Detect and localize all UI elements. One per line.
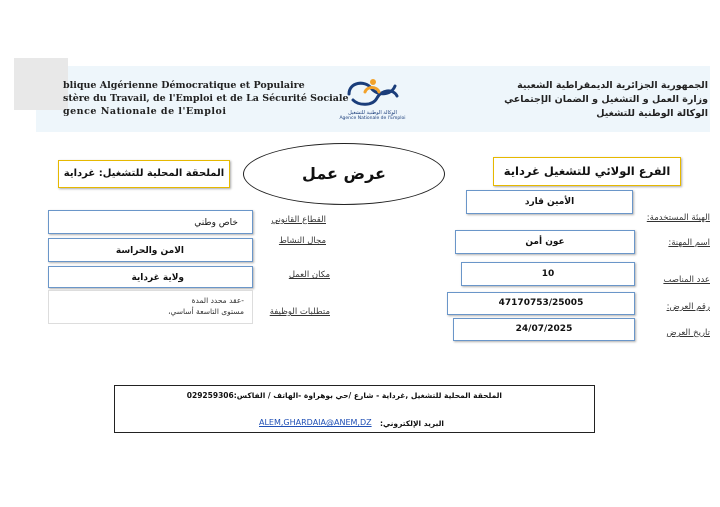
- offer-date-label: تاريخ العرض: [666, 328, 710, 338]
- footer-email-label: البريد الإلكتروني:: [380, 419, 444, 428]
- employer-label: الهيئة المستخدمة:: [646, 213, 710, 223]
- logo-arabic-text: الوكالة الوطنية للتشغيل: [348, 110, 397, 116]
- location-label: مكان العمل: [288, 270, 330, 280]
- logo-french-text: Agence Nationale de l'Emploi: [339, 116, 406, 121]
- branch-box: الفرع الولائي للتشغيل غرداية: [493, 157, 681, 186]
- offer-date-value: 24/07/2025: [453, 318, 635, 341]
- requirements-box: [48, 290, 253, 324]
- positions-label: عدد المناصب: [663, 275, 710, 285]
- page-title: عرض عمل: [243, 143, 445, 205]
- job-value: عون أمن: [455, 230, 635, 254]
- activity-value: الامن والحراسة: [48, 238, 253, 262]
- footer-contact-box: [114, 385, 595, 433]
- employer-value: الأمين قارد: [466, 190, 633, 214]
- sector-label: القطاع القانوني: [271, 215, 326, 225]
- requirements-label: متطلبات الوظيفة: [269, 307, 330, 317]
- header-fr-line-3: gence Nationale de l'Emploi: [63, 106, 227, 117]
- activity-label: مجال النشاط: [278, 236, 326, 246]
- sector-value: خاص وطني: [48, 210, 253, 234]
- header-ar-line-3: الوكالة الوطنية للتشغيل: [596, 108, 708, 119]
- header-ar-line-2: وزارة العمل و التشغيل و الضمان الإجتماعي: [504, 94, 708, 105]
- footer-address: الملحقة المحلية للتشغيل ,غرداية - شارع /حي بوهراوة -الهاتف / الفاكس:029259306: [186, 391, 502, 400]
- offer-number-value: 47170753/25005: [447, 292, 635, 315]
- offer-number-label: رقم العرض:: [666, 302, 710, 312]
- positions-value: 10: [461, 262, 635, 286]
- anem-logo: [325, 74, 420, 130]
- requirement-item: -عقد محدد المدة: [191, 296, 244, 305]
- requirement-item: مستوى التاسعة أساسي،: [168, 307, 244, 316]
- footer-email-link[interactable]: ALEM,GHARDAIA@ANEM,DZ: [259, 418, 372, 427]
- local-agency-box: الملحقة المحلية للتشغيل: غرداية: [58, 160, 230, 188]
- header-fr-line-1: blique Algérienne Démocratique et Populaire: [63, 80, 305, 91]
- header-ar-line-1: الجمهورية الجزائرية الديمقراطية الشعبية: [517, 80, 708, 91]
- redacted-block: [14, 58, 68, 110]
- anem-logo-icon: [343, 74, 403, 110]
- job-label: اسم المهنة:: [668, 238, 710, 248]
- location-value: ولاية غرداية: [48, 266, 253, 288]
- header-fr-line-2: stère du Travail, de l'Emploi et de La Sécurité Sociale: [63, 93, 349, 104]
